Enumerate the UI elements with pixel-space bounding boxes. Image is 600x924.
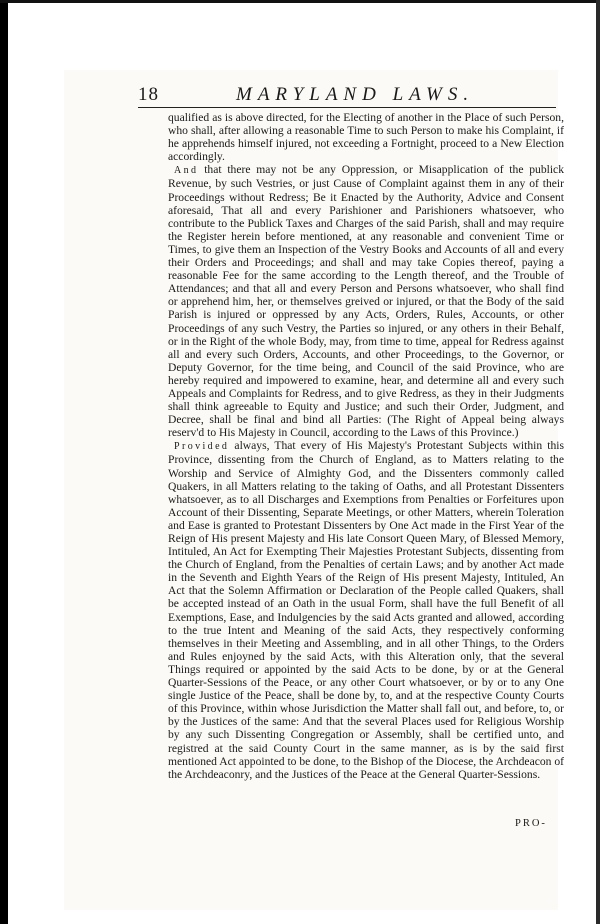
catchword: PRO- [515,818,547,829]
header-rule [138,107,556,108]
body-text [168,111,564,781]
paragraph-2-text: that there may not be any Oppression, or Misapplication of the publick Revenue, by such Vestries, or just Cause of Complaint against them in any of their Proceedings without Redress; Be it Enacted by the Authority, Advice and Consent aforesaid, That all and every Parishioner and Parishioners whatsoever, who contribute to the Publick Taxes and Charges of the said Parish, shall and may require the Register herein before mentioned, at any reasonable and convenient Time or Times, to give them an Inspection of the Vestry Books and Accounts of all and every their Orders and Proceedings; and shall and may take Copies thereof, paying a reasonable Fee for the same according to the Length thereof, and the Trouble of Attendances; and that all and every Person and Persons whatsoever, who shall find or apprehend him, her, or themselves greived or injured, or that the Body of the said Parish is injured or oppressed by any Acts, Orders, Rules, Accounts, or other Proceedings of any such Vestry, the Parties so injured, or any others in their Behalf, or in the Right of the whole Body, may, from time to time, appeal for Redress against all and every such Orders, Accounts, and other Proceedings, to the Governor, or Deputy Governor, for the time being, and Council of the said Province, who are hereby required and impowered to examine, hear, and determine all and every such Appeals and Complaints for Redress, and to give Redress, as they in their Judgments shall think agreeable to Equity and Justice; and such their Order, Judgment, and Decree, shall be final and bind all Parties: (The Right of Appeal being always reserv'd to His Majesty in Council, according to the Laws of this Province.) [168,163,564,440]
paragraph-3-text: always, That every of His Majesty's Protestant Subjects within this Province, dissenting from the Church of England, as to Matters relating to the Worship and Service of Almighty God, and the Dissenters commonly called Quakers, in all Matters relating to the taking of Oaths, and all Protestant Dissenters whatsoever, as to all Discharges and Exemptions from Penalties or Forfeitures upon Account of their Dissenting, Separate Meetings, or other Matters, wherein Toleration and Ease is granted to Protestant Dissenters by One Act made in the First Year of the Reign of His present Majesty and His late Consort Queen Mary, of Blessed Memory, Intituled, An Act for Exempting Their Majesties Protestant Subjects, dissenting from the Church of England, from the Penalties of certain Laws; and by another Act made in the Seventh and Eighth Years of the Reign of His present Majesty, Intituled, An Act that the Solemn Affirmation or Declaration of the People called Quakers, shall be accepted instead of an Oath in the usual Form, shall have the full Benefit of all Exemptions, Ease, and Indulgencies by the said Acts granted and allowed, according to the true Intent and Meaning of the said Acts, they respectively conforming themselves in their Meeting and Assembling, and in all other Things, to the Orders and Rules enjoyned by the said Acts, with this Alteration only, that the several Things required or appointed by the said Acts to be done, by or at the General Quarter-Sessions of the Peace, or any other Court whatsoever, or by or to any One single Justice of the Peace, shall be done by, to, and at the respective County Courts of this Province, within whose Jurisdiction the Matter shall fall out, and before, to, or by the Justices of the same: And that the several Places used for Religious Worship by any such Dissenting Congregation or Assembly, shall be certified unto, and registred at the said County Court in the same manner, as is by the said first mentioned Act appointed to be done, to the Bishop of the Diocese, the Archdeacon of the Archdeaconry, and the Justices of the Peace at the General Quarter-Sessions. [168,439,565,781]
page-number: 18 [138,84,159,105]
scan-edge-top [0,0,600,3]
paragraph-1: qualified as is above directed, for the Electing of another in the Place of such Person, who shall, after allowing a reasonable Time to such Person to make his Complaint, if he apprehends himself injured, not exceeding a Fortnight, proceed to a New Election accordingly. [168,111,564,164]
scan-edge-left [0,0,8,924]
running-head: MARYLAND LAWS. [236,84,475,105]
page-header [138,82,556,108]
scan-edge-right [596,0,600,924]
paragraph-2 [168,163,564,439]
paragraph-3-lead: Provided [174,441,230,453]
paragraph-3 [168,439,564,780]
paragraph-2-lead: And [174,165,199,177]
